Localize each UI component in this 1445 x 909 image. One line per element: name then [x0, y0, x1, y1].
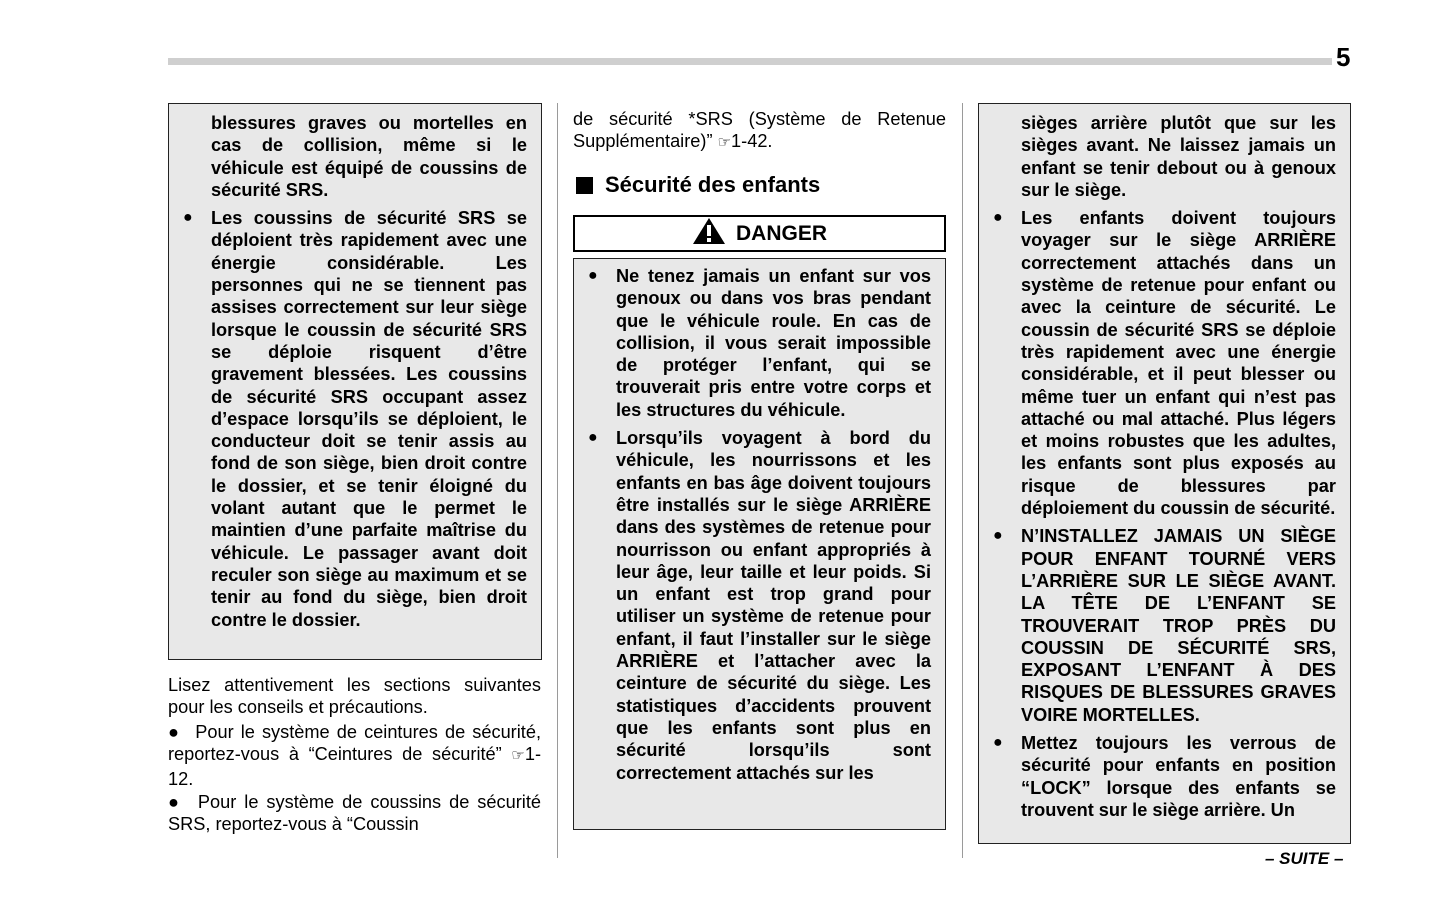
- intro-text: Lisez attentivement les sections suivantes pour les conseils et précautions.: [168, 675, 541, 718]
- bullet-icon: ●: [993, 527, 1003, 545]
- list-item: [588, 265, 931, 421]
- column-divider: [962, 103, 963, 858]
- danger-box: [573, 258, 946, 830]
- warning-text: sièges arrière plutôt que sur les sièges avant. Ne laissez jamais un enfant se tenir debout ou à genoux sur le siège.: [1021, 113, 1336, 200]
- section-title: Sécurité des enfants: [605, 172, 821, 197]
- warning-text: N’INSTALLEZ JAMAIS UN SIÈGE POUR ENFANT TOURNÉ VERS L’ARRIÈRE SUR LE SIÈGE AVANT. LA TÊTE DE L’ENFANT SE TROUVERAIT TROP PRÈS DU COUSSIN DE SÉCURITÉ SRS, EXPOSANT L’ENFANT À DES RISQUES DE BLESSURES GRAVES VOIRE MORTELLES.: [1021, 526, 1336, 725]
- column-divider: [557, 103, 558, 858]
- page-ref-icon: ☞: [717, 134, 732, 152]
- list-item: [993, 732, 1336, 821]
- bullet-icon: ●: [993, 734, 1003, 752]
- warning-text: Les enfants doivent toujours voyager sur le siège ARRIÈRE correctement attachés dans un système de retenue pour enfant ou avec la ceinture de sécurité. Le coussin de sécurité SRS se déploie très rapidement avec une énergie considérable, et il peut blesser ou même tuer un enfant qui n’est pas attaché ou mal attaché. Plus légers et moins robustes que les adultes, les enfants sont plus exposés au risque de blessures par déploiement du coussin de sécurité.: [1021, 208, 1336, 519]
- bullet-icon: ●: [993, 209, 1003, 227]
- reference-item: [168, 721, 541, 790]
- reference-page[interactable]: 1-12.: [168, 744, 541, 789]
- warning-text: blessures graves ou mortelles en cas de collision, même si le véhicule est équipé de coussins de sécurité SRS.: [211, 113, 527, 200]
- warning-text: Mettez toujours les verrous de sécurité pour enfants en position “LOCK” lorsque des enfants se trouvent sur le siège arrière. Un: [1021, 733, 1336, 820]
- reference-text: Pour le système de ceintures de sécurité, reportez-vous à “Ceintures de sécurité”: [168, 722, 542, 765]
- danger-label: DANGER: [735, 221, 827, 245]
- reference-text: de sécurité *SRS (Système de Retenue Supplémentaire)”: [573, 109, 946, 152]
- list-item: [993, 525, 1336, 726]
- list-item: [993, 207, 1336, 519]
- bullet-icon: ●: [168, 722, 196, 742]
- reference-page[interactable]: 1-42.: [731, 131, 773, 152]
- warning-text: Les coussins de sécurité SRS se déploient très rapidement avec une énergie considérable. Les personnes qui ne se tiennent pas assises correctement sur leur siège lorsque le coussin de sécurité SRS se déploie risquent d’être gravement blessées. Les coussins de sécurité SRS occupant assez d’espace lorsqu’ils se déploient, le conducteur doit se tenir assis au fond de son siège, bien droit contre le dossier, et se tenir éloigné du volant autant que le permet le maintien d’une parfaite maîtrise du véhicule. Le passager avant doit reculer son siège au maximum et se tenir au fond du siège, bien droit contre le dossier.: [211, 208, 527, 630]
- danger-text: Lorsqu’ils voyagent à bord du véhicule, les nourrissons et les enfants en bas âge doivent toujours être installés sur le siège ARRIÈRE dans des systèmes de retenue pour nourrisson ou enfant appropriés à leur âge, leur taille et leur poids. Si un enfant est trop grand pour utiliser un système de retenue pour enfant, il faut l’installer sur le siège ARRIÈRE et l’attacher avec la ceinture de sécurité du siège. Les statistiques d’accidents prouvent que les enfants sont plus en sécurité lorsqu’ils sont correctement attachés sur les: [616, 428, 931, 783]
- bullet-icon: ●: [168, 792, 198, 812]
- header-rule: [168, 58, 1332, 65]
- warning-box-col1: [168, 103, 542, 660]
- bullet-icon: ●: [588, 429, 598, 447]
- continued-footer: – SUITE –: [1265, 849, 1344, 868]
- page-ref-icon: ☞: [511, 747, 525, 765]
- bullet-icon: ●: [588, 267, 598, 284]
- list-item: [183, 207, 527, 631]
- bullet-icon: ●: [183, 209, 193, 227]
- danger-text: Ne tenez jamais un enfant sur vos genoux ou dans vos bras pendant que le véhicule roule. En cas de collision, il vous serait impossible de protéger l’enfant, qui se trouverait pris entre votre corps et les structures du véhicule.: [616, 266, 931, 420]
- section-heading: [576, 172, 820, 198]
- page-number: 5: [1336, 42, 1351, 72]
- reference-item: [168, 791, 541, 836]
- warning-triangle-icon: [692, 217, 726, 251]
- reference-continuation: [573, 108, 946, 155]
- section-square-icon: [576, 177, 593, 194]
- warning-box-col3: [978, 103, 1351, 844]
- reference-text: Pour le système de coussins de sécurité SRS, reportez-vous à “Coussin: [168, 792, 541, 835]
- list-item: [588, 427, 931, 784]
- danger-header: [573, 215, 946, 252]
